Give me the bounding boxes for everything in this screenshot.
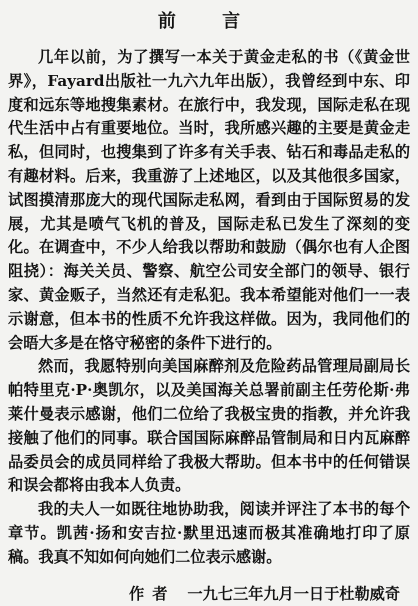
paragraph-2: 然而，我愿特别向美国麻醉剂及危险药品管理局副局长帕特里克·P·奥凯尔，以及美国海关总署前副主任劳伦斯·弗莱什曼表示感谢，他们二位给了我极宝贵的指教，并允许我接触了他们的同事。联合国国际麻醉品管制局和日内瓦麻醉品委员会的成员同样给了我极大帮助。但本书中的任何错误和误会都将由我本人负责。 — [8, 357, 410, 495]
signature-date-place: 一九七三年九月一日于杜勒威奇 — [187, 584, 400, 603]
signature-author: 作者 — [129, 584, 176, 603]
paragraph-1: 几年以前，为了撰写一本关于黄金走私的书（《黄金世界》，Fayard出版社一九六九年出版），我曾经到中东、印度和远东等地搜集素材。在旅行中，我发现，国际走私在现代生活中占有重要地位。当时，我所感兴趣的主要是黄金走私，但同时，也搜集到了许多有关手表、钻石和毒品走私的有趣材料。后来，我重游了上述地区，以及其他很多国家，试图摸清那庞大的现代国际走私网，看到由于国际贸易的发展，尤其是喷气飞机的普及，国际走私已发生了深刻的变化。在调查中，不少人给我以帮助和鼓励（偶尔也有人企图阻挠）：海关关员、警察、航空公司安全部门的领导、银行家、黄金贩子，当然还有走私犯。我本希望能对他们一一表示谢意，但本书的性质不允许我这样做。因为，我同他们的会晤大多是在恪守秘密的条件下进行的。 — [8, 48, 410, 352]
signature-line — [8, 582, 410, 606]
paragraph-3: 我的夫人一如既往地协助我，阅读并评注了本书的每个章节。凯茜·扬和安吉拉·默里迅速而极其准确地打印了原稿。我真不知如何向她们二位表示感谢。 — [8, 500, 410, 566]
page-title: 前 言 — [157, 11, 261, 32]
